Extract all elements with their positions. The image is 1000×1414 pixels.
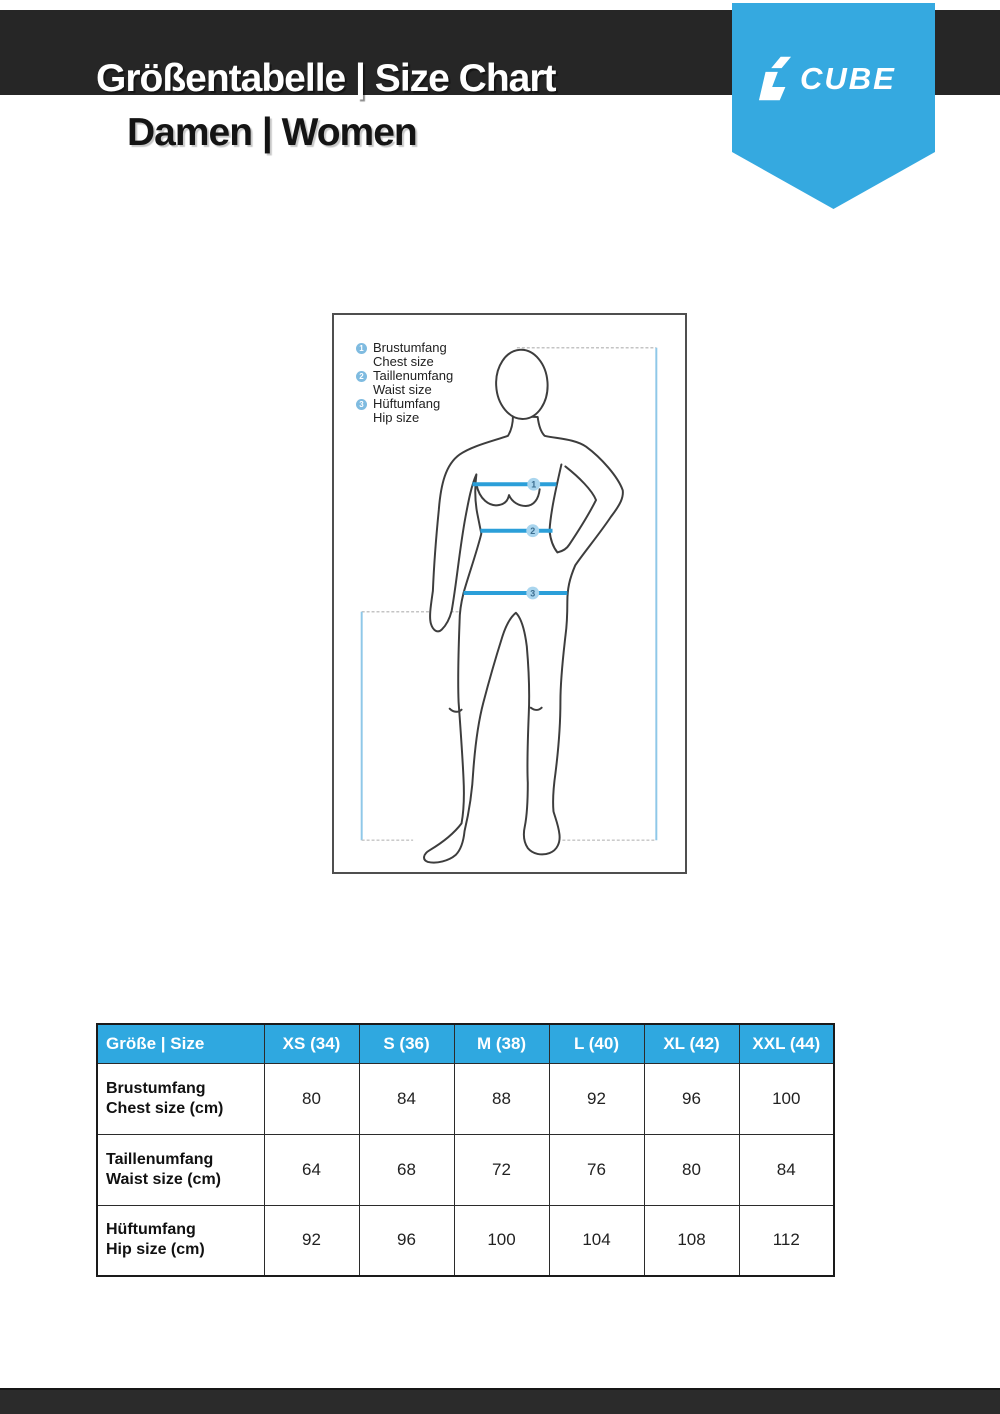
size-diagram-panel	[332, 313, 687, 874]
table-row-waist	[97, 1134, 834, 1205]
cell-value: 108	[644, 1205, 739, 1276]
cell-value: 112	[739, 1205, 834, 1276]
row-label-waist	[97, 1134, 264, 1205]
cell-value: 88	[454, 1063, 549, 1134]
size-table	[96, 1023, 835, 1277]
row-label-en: Waist size (cm)	[106, 1170, 221, 1188]
legend-number-badge: 2	[356, 371, 367, 382]
cell-value: 84	[359, 1063, 454, 1134]
cell-value: 80	[644, 1134, 739, 1205]
legend	[356, 341, 453, 425]
waist-badge-number: 2	[530, 526, 536, 537]
table-header-row	[97, 1024, 834, 1063]
legend-label-en: Waist size	[373, 382, 432, 397]
legend-item-hip	[356, 397, 453, 425]
cell-value: 100	[454, 1205, 549, 1276]
cube-logo	[758, 55, 896, 102]
footer-bar	[0, 1388, 1000, 1414]
legend-label-de: Hüftumfang	[373, 396, 441, 411]
cell-value: 104	[549, 1205, 644, 1276]
cube-logo-text: CUBE	[800, 60, 896, 96]
head	[494, 348, 549, 420]
cell-value: 92	[264, 1205, 359, 1276]
legend-label-de: Brustumfang	[373, 340, 447, 355]
cell-value: 92	[549, 1063, 644, 1134]
legend-label-en: Hip size	[373, 410, 420, 425]
table-header-m: M (38)	[454, 1024, 549, 1063]
cell-value: 80	[264, 1063, 359, 1134]
table-row-chest	[97, 1063, 834, 1134]
cell-value: 64	[264, 1134, 359, 1205]
cell-value: 76	[549, 1134, 644, 1205]
hip-badge-number: 3	[530, 588, 536, 599]
legend-number-badge: 3	[356, 399, 367, 410]
row-label-de: Hüftumfang	[106, 1221, 196, 1239]
cube-logo-mark-icon	[758, 55, 792, 102]
table-row-hip	[97, 1205, 834, 1276]
cell-value: 72	[454, 1134, 549, 1205]
page-title: Größentabelle | Size Chart	[96, 57, 556, 100]
cell-value: 96	[359, 1205, 454, 1276]
cell-value: 96	[644, 1063, 739, 1134]
table-header-xs: XS (34)	[264, 1024, 359, 1063]
legend-item-chest	[356, 341, 453, 369]
legend-label-de: Taillenumfang	[373, 368, 454, 383]
table-header-xl: XL (42)	[644, 1024, 739, 1063]
row-label-en: Chest size (cm)	[106, 1099, 224, 1117]
row-label-en: Hip size (cm)	[106, 1241, 205, 1259]
cell-value: 84	[739, 1134, 834, 1205]
row-label-hip	[97, 1205, 264, 1276]
table-header-l: L (40)	[549, 1024, 644, 1063]
legend-item-waist	[356, 369, 453, 397]
row-label-de: Taillenumfang	[106, 1150, 214, 1168]
ribbon-shape	[732, 3, 935, 211]
table-header-size-label: Größe | Size	[97, 1024, 264, 1063]
row-label-de: Brustumfang	[106, 1079, 206, 1097]
table-header-xxl: XXL (44)	[739, 1024, 834, 1063]
row-label-chest	[97, 1063, 264, 1134]
cell-value: 68	[359, 1134, 454, 1205]
chest-badge-number: 1	[531, 479, 537, 490]
table-header-s: S (36)	[359, 1024, 454, 1063]
woman-outline	[424, 348, 623, 862]
legend-number-badge: 1	[356, 343, 367, 354]
legend-label-en: Chest size	[373, 354, 434, 369]
page-subtitle: Damen | Women	[127, 111, 417, 154]
brand-ribbon	[732, 3, 935, 211]
cell-value: 100	[739, 1063, 834, 1134]
